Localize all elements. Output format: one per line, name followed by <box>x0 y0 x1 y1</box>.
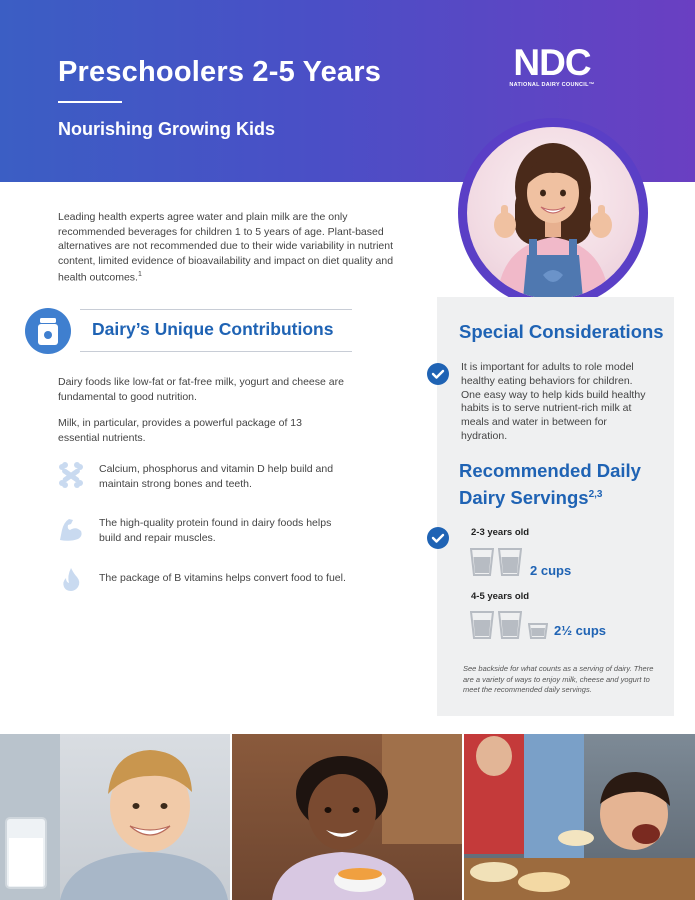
checkmark-icon <box>427 527 449 549</box>
checkmark-icon <box>427 363 449 385</box>
cups-2-3-graphic <box>470 548 530 580</box>
benefit-muscles-text: The high-quality protein found in dairy foods helps build and repair muscles. <box>99 517 332 544</box>
servings-2-3-amount: 2 cups <box>530 563 572 578</box>
cup-icon <box>498 548 522 576</box>
benefit-bones <box>58 462 358 498</box>
flame-icon <box>58 566 84 592</box>
cup-icon <box>470 611 494 639</box>
special-considerations-panel <box>437 297 674 716</box>
title-divider <box>58 101 122 103</box>
age-group-4-5-label: 4-5 years old <box>471 591 530 602</box>
servings-footnote: 2,3 <box>588 489 603 500</box>
intro-paragraph: Leading health experts agree water and plain milk are the only recommended beverages for children 1 to 5 years of age. Plant-based alternatives are not recommended due to their wide variability in nutrient content, limited evidence of bioavailability and impact on diet quality and health outcomes.$^1$ <box>58 211 394 284</box>
contributions-paragraph-2: Milk, in particular, provides a powerful package of 13 essential nutrients. <box>58 417 302 444</box>
girl-yogurt-photo <box>232 734 462 900</box>
contributions-heading: Dairy’s Unique Contributions <box>92 319 334 339</box>
servings-heading: Recommended Daily Dairy Servings$^{2,3}$ <box>459 460 641 509</box>
intro-footnote: 1 <box>137 271 142 278</box>
page-subtitle: Nourishing Growing Kids <box>58 119 275 139</box>
age-group-2-3-label: 2-3 years old <box>471 527 530 538</box>
bone-icon <box>58 462 84 488</box>
special-heading: Special Considerations <box>459 321 664 342</box>
contributions-paragraph-1: Dairy foods like low-fat or fat-free milk, yogurt and cheese are fundamental to good nutrition. <box>58 376 344 403</box>
contributions-heading-block <box>25 306 355 356</box>
cup-icon <box>470 548 494 576</box>
benefit-energy <box>58 566 358 602</box>
boy-milk-photo <box>0 734 230 900</box>
heading-rule-top <box>80 309 352 310</box>
cups-4-5-graphic <box>470 611 550 643</box>
servings-note: See backside for what counts as a serving of dairy. There are a variety of ways to enjoy milk, cheese and yogurt to meet the recommended daily servings. <box>463 664 654 694</box>
muscle-icon <box>58 516 84 542</box>
photo-strip <box>0 734 695 900</box>
special-text: It is important for adults to role model healthy eating behaviors for children. One easy way to help kids build healthy habits is to serve nutrient-rich milk at meals and water in between for hydration. <box>461 361 646 442</box>
boy-eating-photo <box>464 734 695 900</box>
cup-icon <box>498 611 522 639</box>
ndc-logo <box>502 44 602 88</box>
logo-mark: NDC <box>513 42 591 83</box>
benefit-muscles <box>58 516 358 552</box>
servings-4-5-amount: 2½ cups <box>554 623 607 638</box>
girl-portrait-image <box>467 127 639 299</box>
page-title: Preschoolers 2-5 Years <box>58 56 382 88</box>
heading-rule-bottom <box>80 351 352 352</box>
logo-text: NATIONAL DAIRY COUNCIL™ <box>509 82 595 88</box>
half-cup-icon <box>528 623 548 639</box>
benefit-energy-text: The package of B vitamins helps convert food to fuel. <box>99 572 346 584</box>
benefit-bones-text: Calcium, phosphorus and vitamin D help build and maintain strong bones and teeth. <box>99 463 334 490</box>
milk-carton-icon <box>25 308 71 354</box>
girl-portrait-photo <box>458 118 648 308</box>
